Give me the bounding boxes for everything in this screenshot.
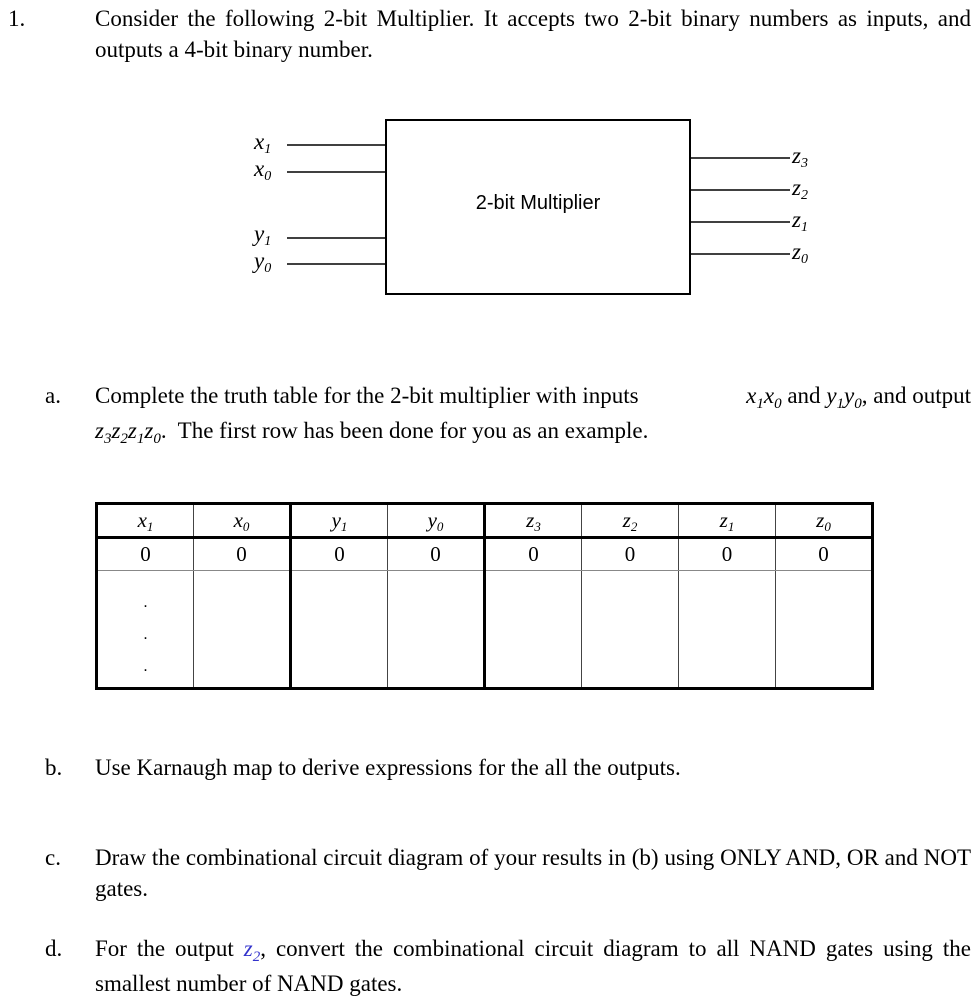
header-y1: y1 (291, 504, 388, 538)
cell-blank (582, 571, 679, 689)
output-label-z2: z2 (792, 175, 808, 203)
output-label-z3: z3 (792, 143, 808, 171)
multiplier-box-label: 2-bit Multiplier (475, 192, 601, 214)
header-y0: y0 (388, 504, 485, 538)
cell-blank (485, 571, 582, 689)
multiplier-diagram-svg (0, 0, 976, 340)
cell-blank (291, 571, 388, 689)
part-a-intro: Complete the truth table for the 2-bit multiplier with inputs (95, 383, 639, 408)
dot: . (143, 626, 148, 643)
part-a-line-1 (95, 380, 971, 415)
part-a-line-2: $z_3z_2z_1z_0$. The first row has been done for you as an example. (95, 418, 649, 447)
truth-table (95, 502, 874, 690)
cell-x1: 0 (97, 538, 194, 571)
cell-z3: 0 (485, 538, 582, 571)
cell-continuation-dots (97, 571, 194, 689)
input-label-y0: y0 (254, 248, 272, 276)
part-b-letter: b. (45, 755, 63, 780)
cell-y1: 0 (291, 538, 388, 571)
part-c-text: Draw the combinational circuit diagram of your results in (b) using ONLY AND, OR and NOT gates. (95, 845, 971, 901)
cell-blank (679, 571, 776, 689)
header-z1: z1 (679, 504, 776, 538)
dot: . (143, 594, 148, 611)
question-number: 1. (8, 6, 26, 31)
part-a-text (95, 380, 973, 450)
cell-blank (776, 571, 873, 689)
part-d-letter: d. (45, 936, 63, 961)
cell-blank (194, 571, 291, 689)
question-text: Consider the following 2-bit Multiplier. It accepts two 2-bit binary numbers as inputs, and outputs a 4-bit binary number. (95, 6, 971, 62)
output-label-z0: z0 (792, 239, 808, 267)
part-c-letter: c. (45, 845, 61, 870)
input-label-x0: x0 (254, 156, 272, 184)
cell-z2: 0 (582, 538, 679, 571)
table-row (97, 538, 873, 571)
cell-blank (388, 571, 485, 689)
part-d-text: For the output $z_2$, convert the combinational circuit diagram to all NAND gates using the smallest number of NAND gates. (95, 936, 971, 996)
part-b-text: Use Karnaugh map to derive expressions for the all the outputs. (95, 755, 681, 780)
part-a-letter: a. (45, 383, 61, 408)
header-x1: x1 (97, 504, 194, 538)
cell-x0: 0 (194, 538, 291, 571)
output-label-z1: z1 (792, 207, 808, 235)
table-row-blank (97, 571, 873, 689)
header-z2: z2 (582, 504, 679, 538)
z2-highlight: $z_2$ (243, 936, 261, 965)
truth-table-header-row (97, 504, 873, 538)
header-x0: x0 (194, 504, 291, 538)
cell-y0: 0 (388, 538, 485, 571)
dot: . (143, 658, 148, 675)
header-z3: z3 (485, 504, 582, 538)
part-a-inputs: $x_1x_0$ and $y_1y_0$, and output (746, 383, 971, 412)
cell-z1: 0 (679, 538, 776, 571)
header-z0: z0 (776, 504, 873, 538)
cell-z0: 0 (776, 538, 873, 571)
input-label-y1: y1 (254, 221, 272, 249)
input-label-x1: x1 (254, 129, 272, 157)
